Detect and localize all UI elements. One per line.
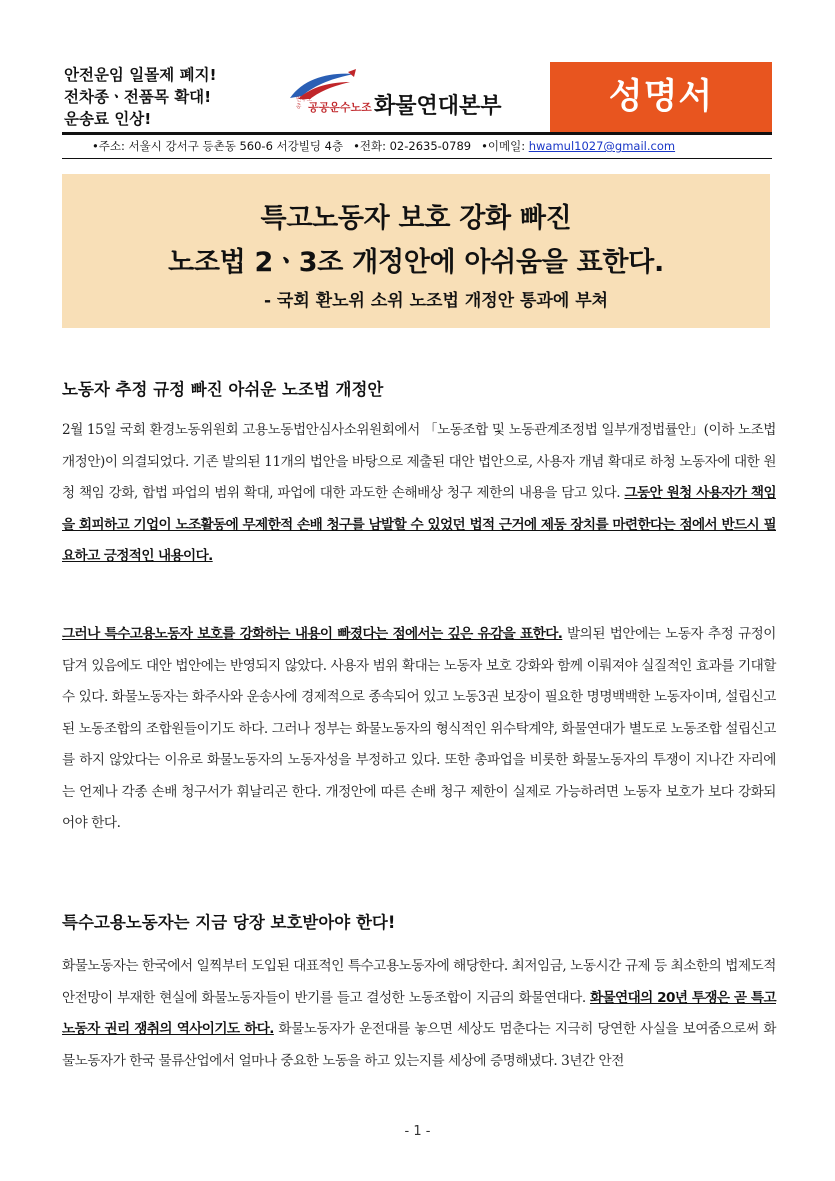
paragraph-text-continued: 화물노동자가 운전대를 놓으면 세상도 멈춘다는 지극히 당연한 사실을 보여줌으로써 화물노동자가 한국 물류산업에서 얼마나 중요한 노동을 하고 있는지를 세상에 증명해냈다. 3년간 안전: [62, 1021, 776, 1069]
paragraph-text: 발의된 법안에는 노동자 추정 규정이 담겨 있음에도 대안 법안에는 반영되지 않았다. 사용자 범위 확대는 노동자 보호 강화와 함께 이뤄져야 실질적인 효과를 기대할 수 있다. 화물노동자는 화주사와 운송사에 경제적으로 종속되어 있고 노동3권 보장이 필요한 명명백백한 노동자이며, 설립신고된 노동조합의 조합원들이기도 하다. 그러나 정부는 화물노동자의 형식적인 위수탁계약, 화물연대가 별도로 노동조합 설립신고를 하지 않았다는 이유로 화물노동자의 노동자성을 부정하고 있다. 또한 총파업을 비롯한 화물노동자의 투쟁이 지나간 자리에는 언제나 각종 손배 청구서가 휘날리곤 한다. 개정안에 따른 손배 청구 제한이 실제로 가능하려면 노동자 보호가 보다 강화되어야 한다.: [62, 626, 776, 831]
paragraph-highlight: 그동안 원청 사용자가 책임을 회피하고 기업이 노조활동에 무제한적 손배 청구를 남발할 수 있었던 법적 근거에 제동 장치를 마련한다는 점에서 반드시 필요하고 긍정적인 내용이다.: [62, 485, 776, 564]
contact-phone: •전화: 02-2635-0789: [353, 139, 472, 153]
slogan-list: [64, 64, 264, 130]
section-1-paragraph-2: [62, 619, 776, 840]
logo-union-name: 공공운수노조: [308, 101, 372, 114]
doc-type-badge: 성명서: [550, 62, 772, 132]
contact-address: •주소: 서울시 강서구 등촌동 560-6 서강빌딩 4층: [92, 139, 344, 153]
contact-rule: [62, 158, 772, 159]
contact-email-label: •이메일:: [481, 139, 529, 153]
section-2-heading: 특수고용노동자는 지금 당장 보호받아야 한다!: [62, 913, 396, 932]
org-name: 화물연대본부: [374, 94, 502, 119]
paragraph-text: 화물노동자는 한국에서 일찍부터 도입된 대표적인 특수고용노동자에 해당한다. 최저임금, 노동시간 규제 등 최소한의 법제도적 안전망이 부재한 현실에 화물노동자들이 반기를 들고 결성한 노동조합이 지금의 화물연대다.: [62, 958, 776, 1006]
title-line-2: 노조법 2ㆍ3조 개정안에 아쉬움을 표한다.: [168, 247, 664, 278]
subtitle: - 국회 환노위 소위 노조법 개정안 통과에 부쳐: [263, 291, 609, 311]
contact-info: [92, 137, 675, 155]
paragraph-highlight: 그러나 특수고용노동자 보호를 강화하는 내용이 빠졌다는 점에서는 깊은 유감을 표한다.: [62, 626, 563, 642]
section-1-paragraph-1: [62, 415, 776, 573]
slogan-3: 운송료 인상!: [64, 110, 152, 128]
paragraph-highlight: 화물연대의 20년 투쟁은 곧 특고노동자 권리 쟁취의 역사이기도 하다.: [62, 989, 776, 1037]
union-logo: [282, 68, 372, 124]
section-1-heading: 노동자 추정 규정 빠진 아쉬운 노조법 개정안: [62, 380, 384, 399]
paragraph-text: 2월 15일 국회 환경노동위원회 고용노동법안심사소위원회에서 「노동조합 및 노동관계조정법 일부개정법률안」(이하 노조법 개정안)이 의결되었다. 기존 발의된 11개의 법안을 바탕으로 제출된 대안 법안으로, 사용자 개념 확대로 하청 노동자에 대한 원청 책임 강화, 합법 파업의 범위 확대, 파업에 대한 과도한 손해배상 청구 제한의 내용을 담고 있다.: [62, 422, 776, 501]
title-line-1: 특고노동자 보호 강화 빠진: [260, 203, 572, 234]
union-logo-icon: [282, 68, 372, 124]
section-2-paragraph-1: [62, 951, 776, 1077]
page-number: - 1 -: [404, 1124, 431, 1139]
header-rule: [62, 132, 772, 135]
slogan-1: 안전운임 일몰제 폐지!: [64, 66, 217, 84]
slogan-2: 전차종ㆍ전품목 확대!: [64, 88, 212, 106]
logo-small-text: 민주노총: [296, 97, 312, 110]
title-box: [62, 174, 770, 328]
contact-email-link[interactable]: hwamul1027@gmail.com: [528, 139, 676, 153]
